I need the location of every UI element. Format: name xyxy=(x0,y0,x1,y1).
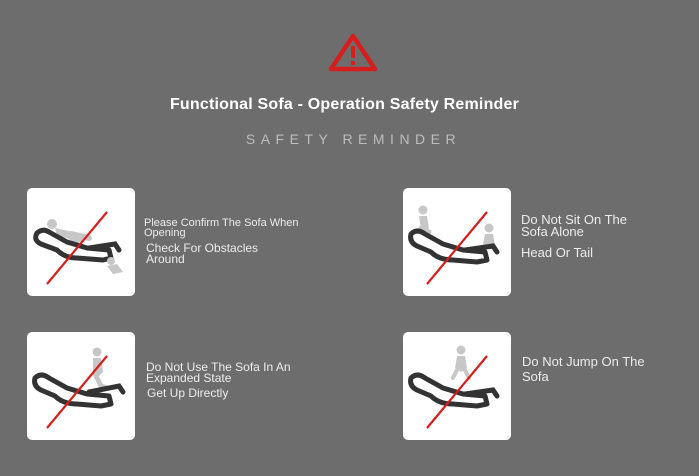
safety-card-expanded-state xyxy=(27,332,135,440)
card-4-text-line-2: Sofa xyxy=(522,369,549,384)
card-1-text-line-1: Please Confirm The Sofa When xyxy=(144,217,299,229)
safety-card-sit-alone xyxy=(403,188,511,296)
warning-triangle-icon xyxy=(328,32,378,72)
card-3-text-line-1: Do Not Use The Sofa In An xyxy=(146,360,291,374)
card-1-text-line-4: Around xyxy=(146,252,185,266)
safety-card-confirm-opening xyxy=(27,188,135,296)
card-2-text-line-2: Sofa Alone xyxy=(521,224,584,239)
page-title: Functional Sofa - Operation Safety Reminder xyxy=(169,96,520,113)
card-2-text-line-3: Head Or Tail xyxy=(521,245,594,260)
card-4-text-line-1: Do Not Jump On The xyxy=(522,354,645,369)
card-3-text-line-2: Expanded State xyxy=(146,371,232,385)
safety-card-jump xyxy=(403,332,511,440)
recliner-expanded-getting-up-prohibited-icon xyxy=(27,332,135,440)
card-1-text-line-3: Check For Obstacles xyxy=(146,241,259,255)
page-subtitle: SAFETY REMINDER xyxy=(245,131,462,147)
card-3-text-line-3: Get Up Directly xyxy=(147,386,229,400)
card-2-text-line-1: Do Not Sit On The xyxy=(521,212,627,227)
recliner-jumping-prohibited-icon xyxy=(403,332,511,440)
card-1-text-line-2: Opening xyxy=(144,227,186,239)
recliner-sitting-alone-head-tail-prohibited-icon xyxy=(403,188,511,296)
recliner-lying-person-child-prohibited-icon xyxy=(27,188,135,296)
